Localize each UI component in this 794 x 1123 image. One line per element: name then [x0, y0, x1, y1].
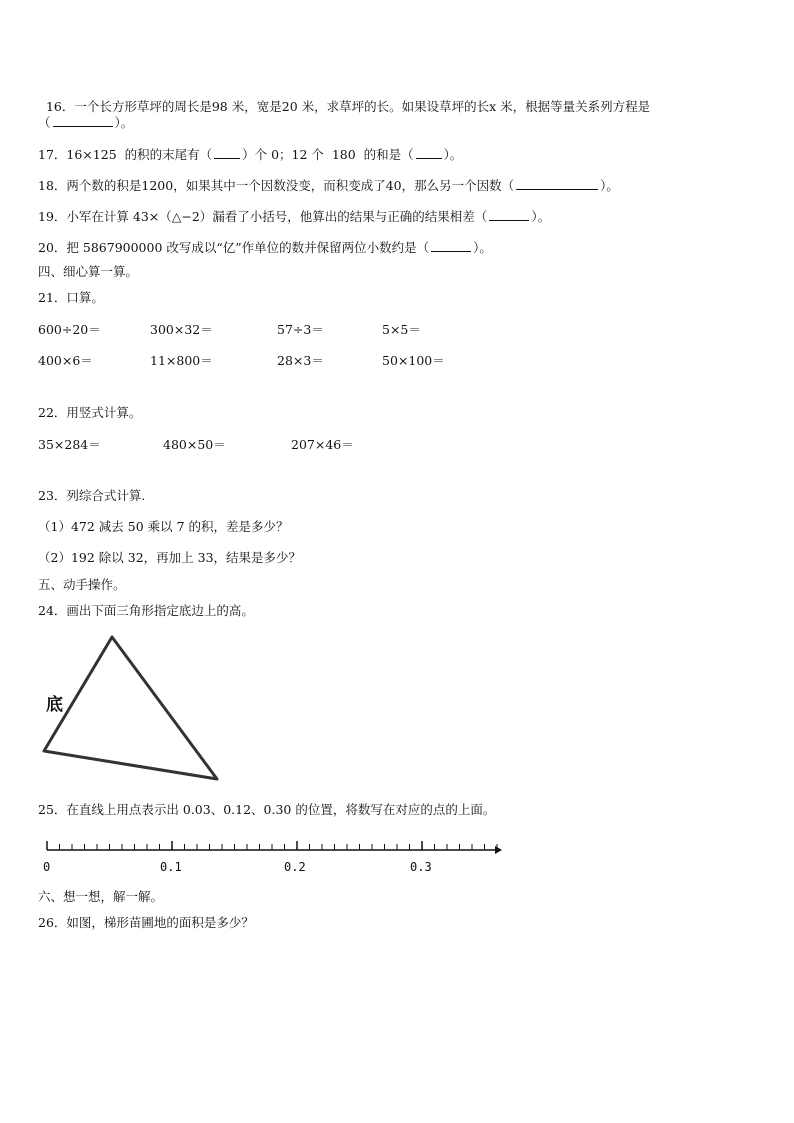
question-26-title: 26．如图，梯形苗圃地的面积是多少？ [38, 915, 254, 930]
question-19-text-1: 19．小军在计算 43×（△−2）漏看了小括号，他算出的结果与正确的结果相差（ [38, 209, 488, 224]
question-19-text-2: ）。 [531, 209, 551, 224]
calc-item: 57÷3＝ [277, 322, 324, 337]
calc-item: 300×32＝ [150, 322, 213, 337]
calc-item: 600÷20＝ [38, 322, 101, 337]
question-25-title: 25．在直线上用点表示出 0.03、0.12、0.30 的位置，将数写在对应的点的上面。 [38, 802, 496, 817]
tick-label-0.1: 0.1 [160, 860, 182, 874]
question-23-title: 23．列综合式计算. [38, 488, 146, 503]
question-24-title: 24．画出下面三角形指定底边上的高。 [38, 603, 254, 618]
number-line-ticks [47, 841, 497, 850]
question-23-sub-1: （1）472 减去 50 乘以 7 的积，差是多少？ [38, 519, 289, 534]
question-22-title: 22．用竖式计算。 [38, 405, 142, 420]
question-20-text-1: 20．把 5867900000 改写成以“亿”作单位的数并保留两位小数约是（ [38, 240, 430, 255]
base-label: 底 [46, 695, 63, 715]
calc-item: 11×800＝ [150, 353, 213, 368]
question-18-text-1: 18．两个数的积是1200，如果其中一个因数没变，而积变成了40，那么另一个因数（ [38, 178, 515, 193]
tick-label-0.2: 0.2 [284, 860, 306, 874]
paren-close: ）。 [114, 115, 134, 130]
question-18-text-2: ）。 [600, 178, 619, 193]
arrow-icon [495, 846, 502, 854]
question-23-sub-2: （2）192 除以 32，再加上 33，结果是多少？ [38, 550, 302, 565]
calc-item: 5×5＝ [382, 322, 421, 337]
paren-open: （ [38, 115, 51, 130]
calc-item: 400×6＝ [38, 353, 93, 368]
tick-label-0.3: 0.3 [410, 860, 432, 874]
calc-item: 50×100＝ [382, 353, 445, 368]
section-5-heading: 五、动手操作。 [38, 577, 126, 592]
calc-item: 28×3＝ [277, 353, 324, 368]
vertical-calc-item: 480×50＝ [163, 437, 226, 452]
vertical-calc-item: 35×284＝ [38, 437, 101, 452]
section-4-heading: 四、细心算一算。 [38, 264, 139, 279]
question-20-text-2: ）。 [473, 240, 492, 255]
question-16-text: 16．一个长方形草坪的周长是98 米，宽是20 米，求草坪的长。如果设草坪的长x 米，根据等量关系列方程是 [45, 99, 651, 114]
question-21-title: 21．口算。 [38, 290, 104, 305]
section-6-heading: 六、想一想，解一解。 [38, 889, 164, 904]
triangle [44, 637, 217, 779]
number-line [40, 838, 510, 858]
question-17-text-2: ）个 0；12 个 180 的和是（ [242, 147, 414, 162]
question-17-text-3: ）。 [443, 147, 463, 162]
tick-label-0: 0 [43, 860, 51, 874]
vertical-calc-item: 207×46＝ [291, 437, 354, 452]
question-17-text-1: 17．16×125 的积的末尾有（ [38, 147, 213, 162]
